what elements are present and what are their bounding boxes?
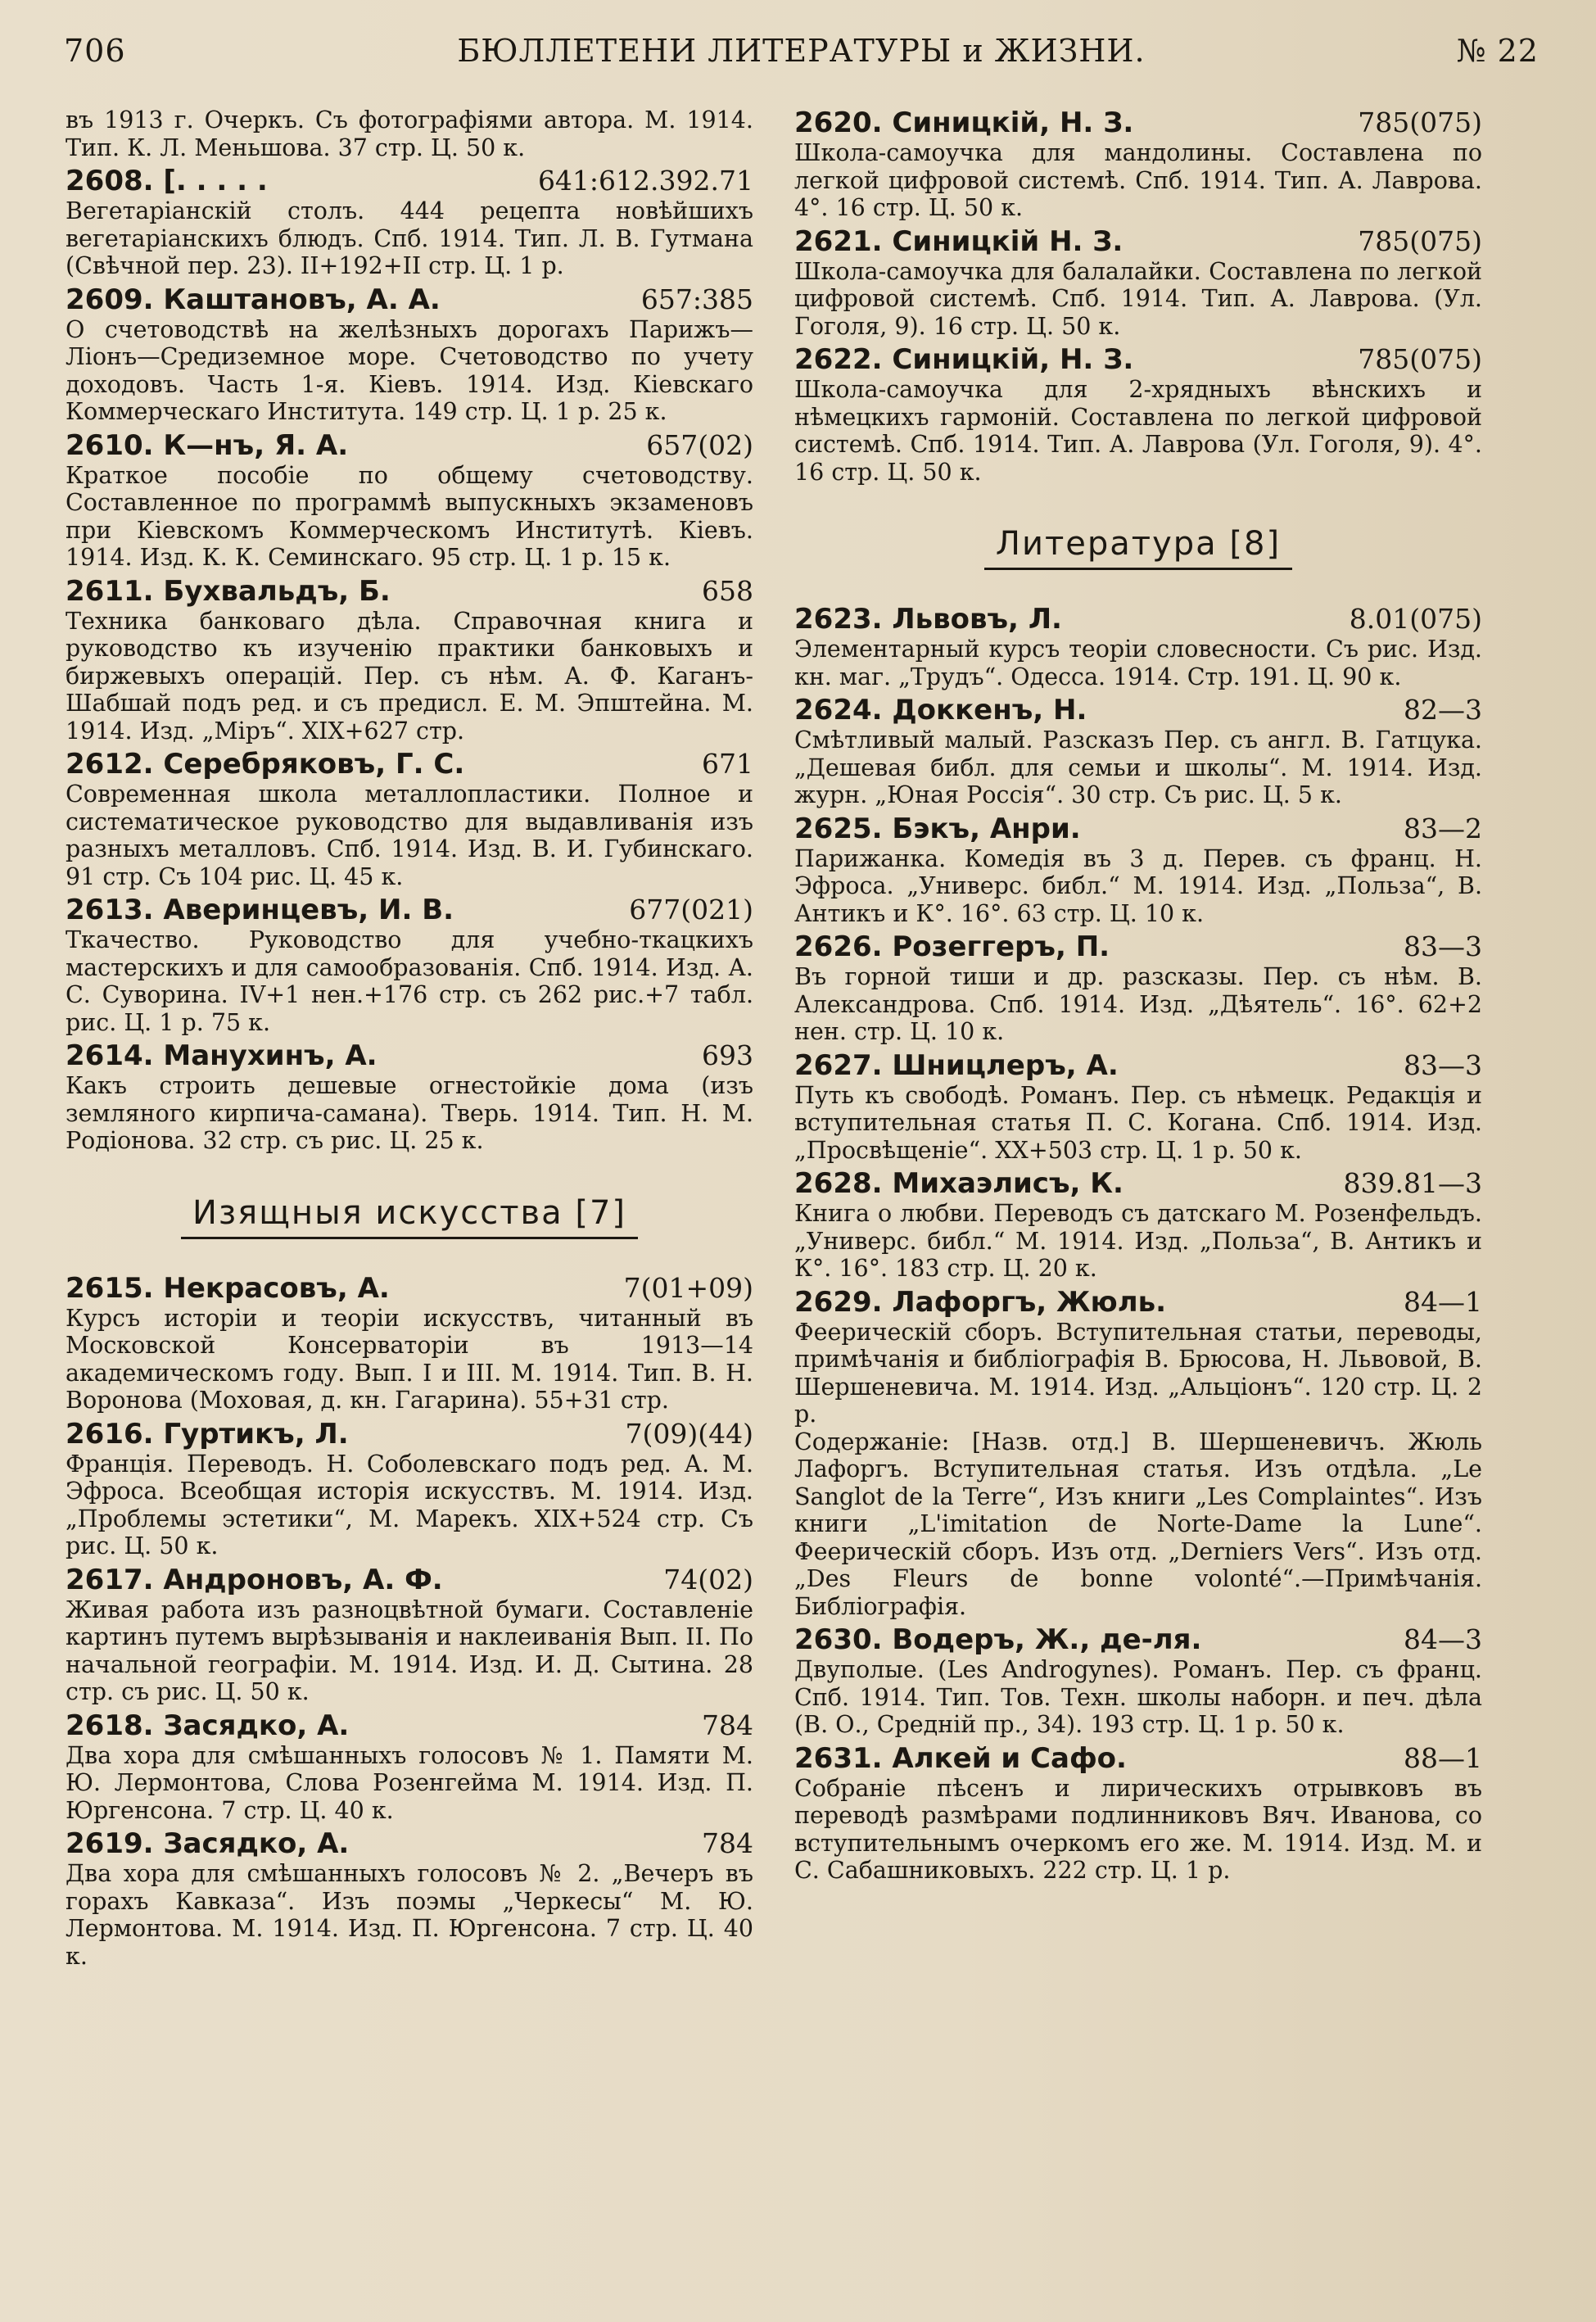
- entry-heading: [794, 225, 1482, 258]
- page-number: 706: [64, 33, 126, 69]
- bibliography-entry: [794, 812, 1482, 928]
- entry-classification: 657(02): [646, 428, 753, 461]
- right-column: [794, 106, 1482, 1888]
- entry-heading: [794, 603, 1482, 636]
- entry-heading: [66, 894, 753, 926]
- entry-body: Живая работа изъ разноцвѣтной бумаги. Составленіе картинъ путемъ вырѣзыванія и наклеиванія Вып. II. По начальной географіи. М. 1914. Изд. И. Д. Сытина. 28 стр. съ рис. Ц. 50 к.: [66, 1596, 753, 1705]
- entry-list: [794, 106, 1482, 486]
- bibliography-entry: [794, 1286, 1482, 1621]
- left-column: [66, 106, 753, 1973]
- entry-author: 2619. Засядко, А.: [66, 1827, 350, 1860]
- entry-body: Франція. Переводъ. Н. Соболевскаго подъ ред. А. М. Эфроса. Всеобщая исторія искусствъ. М. 1914. Изд. „Проблемы эстетики“, М. Марекъ. XIX+524 стр. Съ рис. Ц. 50 к.: [66, 1450, 753, 1559]
- entry-heading: [794, 812, 1482, 845]
- entry-classification: 83—3: [1404, 930, 1482, 962]
- entry-classification: 784: [702, 1827, 753, 1859]
- entry-body: Школа-самоучка для мандолины. Составлена по легкой цифровой системѣ. Спб. 1914. Тип. А. Лаврова. 4°. 16 стр. Ц. 50 к.: [794, 139, 1482, 221]
- entry-heading: [794, 106, 1482, 139]
- entry-classification: 671: [702, 748, 753, 780]
- entry-classification: 83—2: [1404, 812, 1482, 844]
- bibliography-entry: [66, 1418, 753, 1560]
- entry-author: 2622. Синицкій, Н. З.: [794, 343, 1134, 376]
- entry-classification: 7(01+09): [623, 1271, 753, 1304]
- bibliography-entry: [66, 429, 753, 572]
- entry-classification: 8.01(075): [1349, 603, 1482, 635]
- entry-body: Какъ строить дешевые огнестойкіе дома (изъ земляного кирпича-самана). Тверь. 1914. Тип. Н. М. Родіонова. 32 стр. съ рис. Ц. 25 к.: [66, 1072, 753, 1154]
- bibliography-entry: [66, 1709, 753, 1825]
- entry-body: Вегетаріанскій столъ. 444 рецепта новѣйшихъ вегетаріанскихъ блюдъ. Спб. 1914. Тип. Л. В. Гутмана (Свѣчной пер. 23). II+192+II стр. Ц. 1 р.: [66, 197, 753, 279]
- entry-heading: [794, 930, 1482, 963]
- running-title: БЮЛЛЕТЕНИ ЛИТЕРАТУРЫ и ЖИЗНИ.: [457, 33, 1146, 69]
- entry-body: Техника банковаго дѣла. Справочная книга и руководство къ изученію практики банковыхъ и биржевыхъ операцій. Пер. съ нѣм. А. Ф. Каганъ-Шабшай подъ ред. и съ предисл. Е. М. Эпштейна. М. 1914. Изд. „Міръ“. XIX+627 стр.: [66, 607, 753, 745]
- entry-heading: [794, 694, 1482, 726]
- entry-body: Смѣтливый малый. Разсказъ Пер. съ англ. В. Гатцука. „Дешевая библ. для семьи и школы“. М. 1914. Изд. журн. „Юная Россія“. 30 стр. Съ рис. Ц. 5 к.: [794, 726, 1482, 808]
- bibliography-entry: [794, 930, 1482, 1046]
- bibliography-entry: [66, 1272, 753, 1414]
- entry-body: О счетоводствѣ на желѣзныхъ дорогахъ Парижъ—Ліонъ—Средиземное море. Счетоводство по учету доходовъ. Часть 1-я. Кіевъ. 1914. Изд. Кіевскаго Коммерческаго Института. 149 стр. Ц. 1 р. 25 к.: [66, 315, 753, 425]
- entry-list: [794, 603, 1482, 1885]
- entry-author: 2609. Каштановъ, А. А.: [66, 283, 441, 316]
- entry-classification: 658: [702, 574, 753, 607]
- bibliography-entry: [794, 1049, 1482, 1165]
- entry-classification: 84—1: [1404, 1285, 1482, 1318]
- bibliography-entry: [794, 1167, 1482, 1283]
- bibliography-entry: [66, 1827, 753, 1970]
- entry-classification: 83—3: [1404, 1048, 1482, 1081]
- entry-author: 2615. Некрасовъ, А.: [66, 1271, 390, 1305]
- page-header: [64, 25, 1539, 74]
- entry-body: Собраніе пѣсенъ и лирическихъ отрывковъ въ переводѣ размѣрами подлинниковъ Вяч. Иванова, со вступительнымъ очеркомъ его же. М. 1914. Изд. М. и С. Сабашниковыхъ. 222 стр. Ц. 1 р.: [794, 1774, 1482, 1884]
- entry-body: Феерическій сборъ. Вступительная статьи, переводы, примѣчанія и библіографія В. Брюсова, Н. Львовой, В. Шершеневича. М. 1914. Изд. „Альціонъ“. 120 стр. Ц. 2 р.: [794, 1318, 1482, 1428]
- entry-classification: 693: [702, 1039, 753, 1071]
- entry-author: 2625. Бэкъ, Анри.: [794, 812, 1081, 845]
- entry-heading: [794, 1049, 1482, 1082]
- bibliography-entry: [794, 343, 1482, 486]
- entry-heading: [66, 1564, 753, 1596]
- entry-body: Два хора для смѣшанныхъ голосовъ № 2. „Вечеръ въ горахъ Кавказа“. Изъ поэмы „Черкесы“ М. Ю. Лермонтова. М. 1914. Изд. П. Юргенсона. 7 стр. Ц. 40 к.: [66, 1860, 753, 1970]
- bibliography-entry: [794, 694, 1482, 809]
- entry-author: 2608. [. . . . .: [66, 165, 268, 197]
- entry-classification: 677(021): [629, 894, 753, 926]
- entry-heading: [66, 1039, 753, 1072]
- entry-classification: 88—1: [1404, 1741, 1482, 1774]
- bibliography-entry: [66, 165, 753, 280]
- entry-heading: [66, 1827, 753, 1860]
- bibliography-entry: [66, 748, 753, 890]
- entry-contents: Содержаніе: [Назв. отд.] В. Шершеневичъ. Жюль Лафоргъ. Вступительная статья. Изъ отдѣла. „Le Sanglot de la Terre“, Изъ книги „Les Complaintes“. Изъ книги „L'imitation de Norte-Dame la Lune“. Феерическій сборъ. Изъ отд. „Derniers Vers“. Изъ отд. „Des Fleurs de bonne volonté“.—Примѣчанія. Библіографія.: [794, 1428, 1482, 1620]
- entry-heading: [66, 575, 753, 608]
- entry-body: Школа-самоучка для балалайки. Составлена по легкой цифровой системѣ. Спб. 1914. Тип. А. Лаврова. (Ул. Гоголя, 9). 16 стр. Ц. 50 к.: [794, 257, 1482, 340]
- entry-body: Школа-самоучка для 2-хрядныхъ вѣнскихъ и нѣмецкихъ гармоній. Составлена по легкой цифровой системѣ. Спб. 1914. Тип. А. Лаврова (Ул. Гоголя, 9). 4°. 16 стр. Ц. 50 к.: [794, 376, 1482, 486]
- entry-heading: [794, 343, 1482, 376]
- entry-author: 2617. Андроновъ, А. Ф.: [66, 1563, 443, 1596]
- entry-list: [66, 165, 753, 1155]
- entry-classification: 839.81—3: [1343, 1167, 1482, 1199]
- entry-classification: 785(075): [1358, 224, 1482, 257]
- bibliography-entry: [66, 575, 753, 745]
- entry-author: 2614. Манухинъ, А.: [66, 1039, 378, 1072]
- entry-classification: 74(02): [663, 1563, 753, 1596]
- entry-classification: 641:612.392.71: [537, 165, 753, 197]
- entry-classification: 82—3: [1404, 694, 1482, 726]
- bibliography-entry: [66, 894, 753, 1036]
- section-title: Литература [8]: [984, 525, 1292, 570]
- entry-classification: 7(09)(44): [625, 1417, 753, 1450]
- entry-heading: [794, 1286, 1482, 1319]
- entry-author: 2618. Засядко, А.: [66, 1709, 350, 1742]
- entry-body: Элементарный курсъ теоріи словесности. Съ рис. Изд. кн. маг. „Трудъ“. Одесса. 1914. Стр. 191. Ц. 90 к.: [794, 636, 1482, 690]
- entry-classification: 84—3: [1404, 1623, 1482, 1655]
- entry-author: 2613. Аверинцевъ, И. В.: [66, 894, 454, 926]
- entry-author: 2627. Шницлеръ, А.: [794, 1048, 1119, 1082]
- entry-author: 2631. Алкей и Сафо.: [794, 1741, 1127, 1775]
- entry-body: Двуполые. (Les Androgynes). Романъ. Пер. съ франц. Спб. 1914. Тип. Тов. Техн. школы наборн. и печ. дѣла (В. О., Средній пр., 34). 193 стр. Ц. 1 р. 50 к.: [794, 1656, 1482, 1738]
- entry-heading: [66, 748, 753, 781]
- entry-list: [66, 1272, 753, 1971]
- continued-entry: [66, 106, 753, 161]
- section-title: Изящныя искусства [7]: [181, 1194, 638, 1239]
- entry-classification: 785(075): [1358, 106, 1482, 138]
- bibliography-entry: [794, 603, 1482, 690]
- bibliography-entry: [66, 1039, 753, 1155]
- entry-body: Парижанка. Комедія въ 3 д. Перев. съ франц. Н. Эфроса. „Универс. библ.“ М. 1914. Изд. „Польза“, В. Антикъ и К°. 16°. 63 стр. Ц. 10 к.: [794, 844, 1482, 927]
- entry-author: 2621. Синицкій Н. З.: [794, 224, 1124, 258]
- entry-author: 2620. Синицкій, Н. З.: [794, 106, 1134, 139]
- entry-author: 2610. К—нъ, Я. А.: [66, 428, 349, 462]
- entry-author: 2623. Львовъ, Л.: [794, 603, 1062, 636]
- section-heading: [66, 1194, 753, 1239]
- entry-author: 2616. Гуртикъ, Л.: [66, 1417, 349, 1451]
- entry-body: Ткачество. Руководство для учебно-ткацкихъ мастерскихъ и для самообразованія. Спб. 1914. Изд. А. С. Суворина. IV+1 нен.+176 стр. съ 262 рис.+7 табл. рис. Ц. 1 р. 75 к.: [66, 926, 753, 1036]
- entry-body: въ 1913 г. Очеркъ. Съ фотографіями автора. М. 1914. Тип. К. Л. Меньшова. 37 стр. Ц. 50 к.: [66, 106, 753, 161]
- bibliography-entry: [794, 1742, 1482, 1885]
- bibliography-entry: [794, 106, 1482, 222]
- bibliography-entry: [66, 283, 753, 426]
- entry-author: 2630. Водеръ, Ж., де-ля.: [794, 1623, 1202, 1656]
- entry-heading: [66, 283, 753, 316]
- entry-heading: [66, 165, 753, 197]
- bibliography-entry: [794, 1623, 1482, 1739]
- entry-body: Курсъ исторіи и теоріи искусствъ, читанный въ Московской Консерваторіи въ 1913—14 академическомъ году. Вып. I и III. М. 1914. Тип. В. Н. Воронова (Моховая, д. кн. Гагарина). 55+31 стр.: [66, 1304, 753, 1414]
- issue-number: № 22: [1456, 33, 1539, 69]
- entry-author: 2626. Розеггеръ, П.: [794, 930, 1110, 963]
- bibliography-entry: [66, 1564, 753, 1706]
- entry-body: Два хора для смѣшанныхъ голосовъ № 1. Памяти М. Ю. Лермонтова, Слова Розенгейма М. 1914. Изд. П. Юргенсона. 7 стр. Ц. 40 к.: [66, 1741, 753, 1824]
- entry-heading: [794, 1167, 1482, 1200]
- entry-body: Книга о любви. Переводъ съ датскаго М. Розенфельдъ. „Универс. библ.“ М. 1914. Изд. „Польза“, В. Антикъ и К°. 16°. 183 стр. Ц. 20 к.: [794, 1200, 1482, 1282]
- entry-heading: [794, 1623, 1482, 1656]
- entry-body: Современная школа металлопластики. Полное и систематическое руководство для выдавливанія изъ разныхъ металловъ. Спб. 1914. Изд. В. И. Губинскаго. 91 стр. Съ 104 рис. Ц. 45 к.: [66, 781, 753, 890]
- entry-body: Путь къ свободѣ. Романъ. Пер. съ нѣмецк. Редакція и вступительная статья П. С. Когана. Спб. 1914. Изд. „Просвѣщеніе“. XX+503 стр. Ц. 1 р. 50 к.: [794, 1081, 1482, 1164]
- section-heading: [794, 525, 1482, 570]
- entry-author: 2611. Бухвальдъ, Б.: [66, 574, 391, 608]
- entry-author: 2628. Михаэлисъ, К.: [794, 1167, 1124, 1200]
- entry-author: 2612. Серебряковъ, Г. С.: [66, 748, 465, 781]
- bibliography-entry: [794, 225, 1482, 341]
- entry-heading: [66, 429, 753, 462]
- entry-body: Краткое пособіе по общему счетоводству. Составленное по программѣ выпускныхъ экзаменовъ при Кіевскомъ Коммерческомъ Институтѣ. Кіевъ. 1914. Изд. К. К. Семинскаго. 95 стр. Ц. 1 р. 15 к.: [66, 461, 753, 571]
- entry-classification: 784: [702, 1709, 753, 1741]
- entry-classification: 785(075): [1358, 343, 1482, 375]
- entry-author: 2624. Доккенъ, Н.: [794, 694, 1087, 726]
- entry-author: 2629. Лафоргъ, Жюль.: [794, 1285, 1167, 1319]
- entry-body: Въ горной тиши и др. разсказы. Пер. съ нѣм. В. Александрова. Спб. 1914. Изд. „Дѣятель“. 16°. 62+2 нен. стр. Ц. 10 к.: [794, 963, 1482, 1045]
- entry-heading: [66, 1272, 753, 1305]
- entry-classification: 657:385: [640, 283, 753, 315]
- entry-heading: [66, 1709, 753, 1742]
- entry-heading: [794, 1742, 1482, 1775]
- entry-heading: [66, 1418, 753, 1451]
